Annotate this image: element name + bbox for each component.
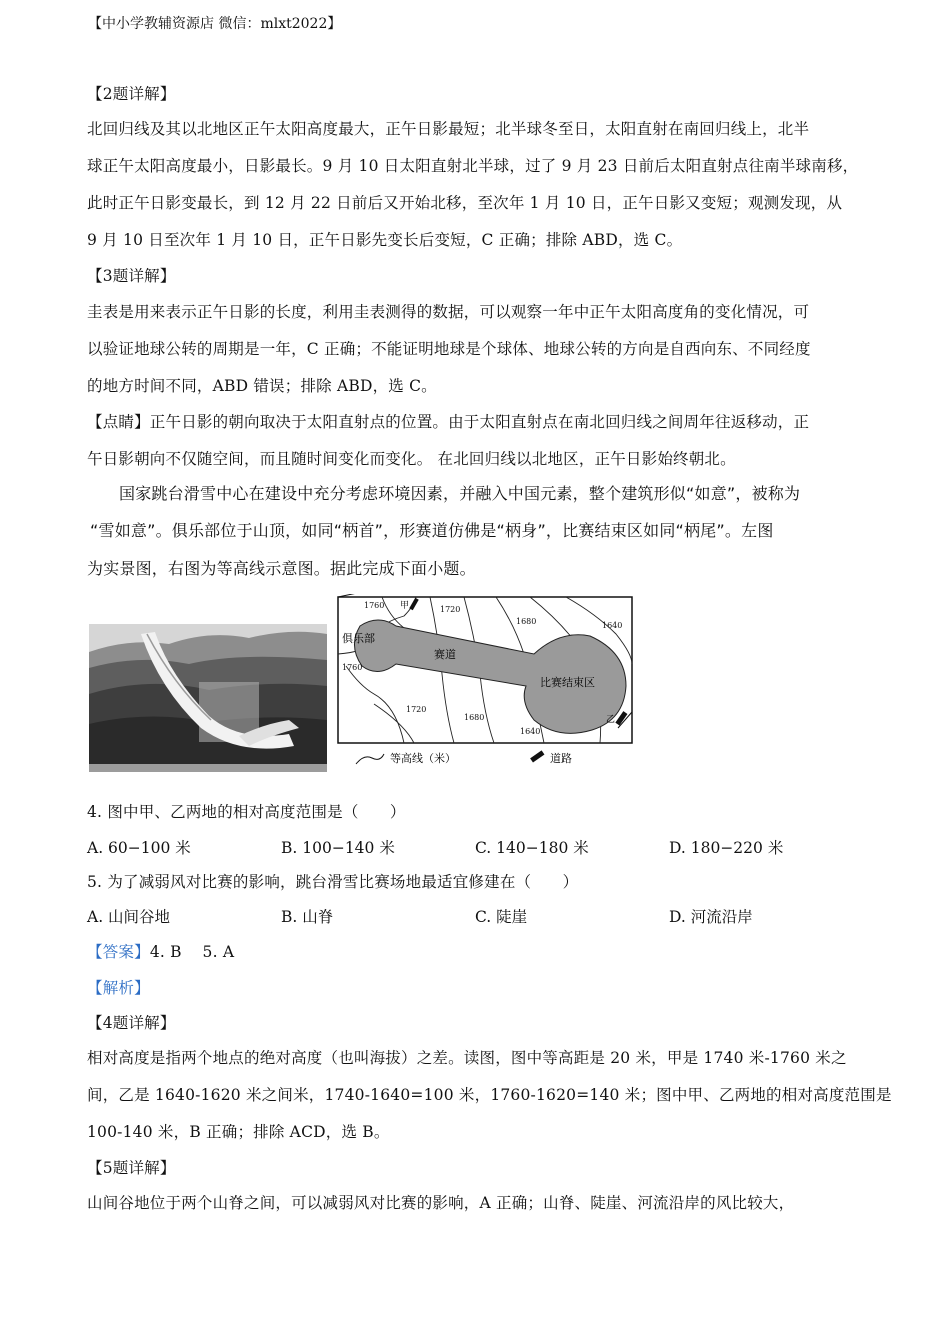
contour-label: 1760 [364, 601, 385, 610]
contour-label: 1680 [516, 617, 537, 626]
stem-line: 为实景图，右图为等高线示意图。据此完成下面小题。 [87, 559, 476, 578]
q5-option-a: A. 山间谷地 [87, 908, 171, 926]
page-header: 【中小学教辅资源店 微信：mlxt2022】 [88, 16, 342, 32]
sec2-title: 【2题详解】 [87, 85, 176, 103]
sec4-line: 间，乙是 1640-1620 米之间米，1740-1640=100 米，1760-1620=140 米；图中甲、乙两地的相对高度范围是 [87, 1086, 892, 1104]
contour-label: 1640 [602, 621, 623, 630]
sec3-line: 圭表是用来表示正午日影的长度，利用圭表测得的数据，可以观察一年中正午太阳高度角的变化情况，可 [87, 303, 810, 321]
answer-text: 4. B 5. A [149, 943, 235, 961]
sec2-line: 北回归线及其以北地区正午太阳高度最大，正午日影最短；北半球冬至日，太阳直射在南回归线上，北半 [87, 120, 810, 138]
sec3-title: 【3题详解】 [87, 267, 176, 285]
sec2-line: 此时正午日影变最长，到 12 月 22 日前后又开始北移，至次年 1 月 10 日，正午日影又变短；观测发现，从 [87, 194, 843, 212]
q5-option-c: C. 陡崖 [475, 908, 528, 926]
q4-option-a: A. 60−100 米 [87, 839, 191, 857]
stem-line: 国家跳台滑雪中心在建设中充分考虑环境因素，并融入中国元素，整个建筑形似“如意”，被称为 [119, 484, 801, 503]
ski-jump-photo [89, 624, 327, 772]
contour-map [334, 594, 636, 769]
contour-label: 1640 [520, 727, 541, 736]
q5-option-b: B. 山脊 [281, 908, 334, 926]
sec4-title: 【4题详解】 [87, 1014, 176, 1032]
tip-line: 午日影朝向不仅随空间，而且随时间变化而变化。 在北回归线以北地区，正午日影始终朝北。 [87, 450, 736, 468]
q4-question: 4. 图中甲、乙两地的相对高度范围是（ ） [87, 803, 406, 821]
contour-label: 1760 [342, 663, 363, 672]
sec4-line: 100-140 米，B 正确；排除 ACD，选 B。 [87, 1123, 390, 1141]
analysis-label: 【解析】 [87, 979, 150, 997]
contour-label: 1680 [464, 713, 485, 722]
label-club: 俱乐部 [342, 632, 375, 645]
contour-legend-icon [356, 754, 384, 764]
sec2-line: 球正午太阳高度最小，日影最长。9 月 10 日太阳直射北半球，过了 9 月 23 日前后太阳直射点往南半球南移， [87, 157, 859, 175]
sec5-title: 【5题详解】 [87, 1159, 176, 1177]
q4-option-c: C. 140−180 米 [475, 839, 589, 857]
tip-line: 【点睛】正午日影的朝向取决于太阳直射点的位置。由于太阳直射点在南北回归线之间周年往返移动，正 [87, 413, 810, 431]
sec5-line: 山间谷地位于两个山脊之间，可以减弱风对比赛的影响，A 正确；山脊、陡崖、河流沿岸的风比较大， [87, 1194, 795, 1212]
label-yi: 乙 [606, 715, 616, 725]
sec4-line: 相对高度是指两个地点的绝对高度（也叫海拔）之差。读图，图中等高距是 20 米，甲是 1740 米-1760 米之 [87, 1049, 847, 1067]
road-legend-icon [530, 750, 544, 762]
answer-label: 【答案】 [87, 943, 150, 961]
sec3-line: 以验证地球公转的周期是一年，C 正确；不能证明地球是个球体、地球公转的方向是自西向东、不同经度 [87, 340, 811, 358]
label-track: 赛道 [434, 648, 456, 661]
stem-line: “雪如意”。俱乐部位于山顶，如同“柄首”，形赛道仿佛是“柄身”，比赛结束区如同“柄尾”。左图 [90, 521, 774, 540]
legend-road: 道路 [550, 752, 572, 765]
answer-line [87, 940, 234, 962]
contour-label: 1720 [406, 705, 427, 714]
q4-option-d: D. 180−220 米 [669, 839, 784, 857]
sec2-line: 9 月 10 日至次年 1 月 10 日，正午日影先变长后变短，C 正确；排除 ABD，选 C。 [87, 231, 683, 249]
sec3-line: 的地方时间不同，ABD 错误；排除 ABD，选 C。 [87, 377, 437, 395]
legend-contour: 等高线（米） [390, 752, 456, 765]
contour-label: 1720 [440, 605, 461, 614]
label-finish: 比赛结束区 [540, 676, 595, 689]
label-jia: 甲 [400, 601, 410, 611]
q4-option-b: B. 100−140 米 [281, 839, 395, 857]
q5-question: 5. 为了减弱风对比赛的影响，跳台滑雪比赛场地最适宜修建在（ ） [87, 873, 579, 891]
q5-option-d: D. 河流沿岸 [669, 908, 753, 926]
